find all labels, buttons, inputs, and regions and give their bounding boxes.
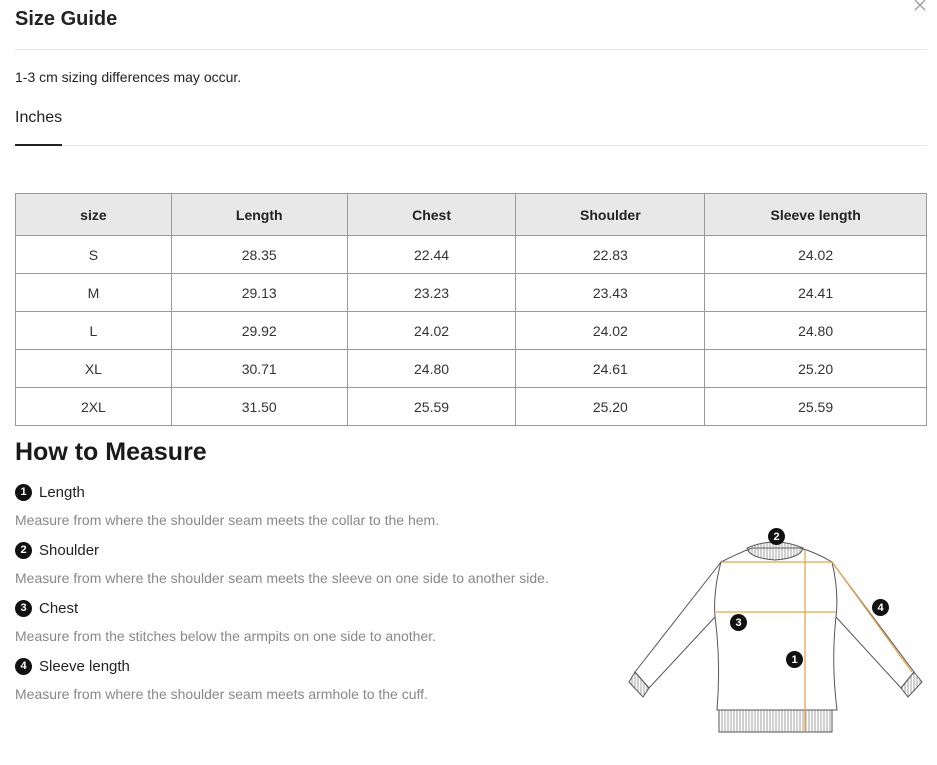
- step-number-badge: 4: [15, 658, 32, 675]
- table-cell: 25.59: [347, 388, 516, 426]
- table-cell: 24.02: [516, 312, 705, 350]
- table-cell: 24.80: [705, 312, 927, 350]
- step-description: Measure from where the shoulder seam meets armhole to the cuff.: [15, 686, 428, 702]
- marker-4-badge: 4: [872, 599, 889, 616]
- sizing-note: 1-3 cm sizing differences may occur.: [15, 69, 242, 85]
- unit-tabs: [15, 106, 927, 146]
- table-row: [16, 388, 927, 426]
- size-table: [15, 193, 927, 426]
- measure-step-chest: [15, 597, 615, 655]
- measure-step-shoulder: [15, 539, 615, 597]
- table-cell: 2XL: [16, 388, 172, 426]
- marker-2-badge: 2: [768, 528, 785, 545]
- table-cell: 29.13: [171, 274, 347, 312]
- table-cell: 22.83: [516, 236, 705, 274]
- table-cell: 28.35: [171, 236, 347, 274]
- table-cell: L: [16, 312, 172, 350]
- table-cell: 23.23: [347, 274, 516, 312]
- column-header: Chest: [347, 194, 516, 236]
- table-cell: 24.02: [705, 236, 927, 274]
- modal-title: Size Guide: [15, 8, 118, 30]
- step-label: Shoulder: [39, 541, 100, 559]
- table-cell: 23.43: [516, 274, 705, 312]
- column-header: Shoulder: [516, 194, 705, 236]
- sweater-measure-diagram: [625, 522, 930, 742]
- measure-steps: [15, 481, 615, 713]
- table-row: [16, 350, 927, 388]
- marker-3-badge: 3: [730, 614, 747, 631]
- table-header-row: [16, 194, 927, 236]
- close-icon[interactable]: [913, 0, 927, 12]
- tab-inches[interactable]: Inches: [15, 106, 62, 146]
- measure-step-sleeve: [15, 655, 615, 713]
- step-number-badge: 2: [15, 542, 32, 559]
- step-description: Measure from the stitches below the armpits on one side to another.: [15, 628, 437, 644]
- measure-step-length: [15, 481, 615, 539]
- step-number-badge: 1: [15, 484, 32, 501]
- column-header: Length: [171, 194, 347, 236]
- step-description: Measure from where the shoulder seam meets the collar to the hem.: [15, 512, 440, 528]
- table-cell: 25.59: [705, 388, 927, 426]
- table-cell: 24.61: [516, 350, 705, 388]
- table-cell: 31.50: [171, 388, 347, 426]
- table-cell: 22.44: [347, 236, 516, 274]
- table-cell: 25.20: [705, 350, 927, 388]
- table-cell: XL: [16, 350, 172, 388]
- table-row: [16, 274, 927, 312]
- table-cell: 24.80: [347, 350, 516, 388]
- step-description: Measure from where the shoulder seam meets the sleeve on one side to another side.: [15, 570, 549, 586]
- step-label: Sleeve length: [39, 657, 130, 675]
- table-cell: 29.92: [171, 312, 347, 350]
- table-cell: 24.02: [347, 312, 516, 350]
- modal-header: [15, 8, 927, 50]
- step-label: Length: [39, 483, 85, 501]
- column-header: Sleeve length: [705, 194, 927, 236]
- marker-1-badge: 1: [786, 651, 803, 668]
- table-row: [16, 312, 927, 350]
- column-header: size: [16, 194, 172, 236]
- table-cell: 24.41: [705, 274, 927, 312]
- table-cell: M: [16, 274, 172, 312]
- table-cell: S: [16, 236, 172, 274]
- step-label: Chest: [39, 599, 79, 617]
- how-to-measure-title: How to Measure: [15, 438, 207, 466]
- step-number-badge: 3: [15, 600, 32, 617]
- table-row: [16, 236, 927, 274]
- table-cell: 25.20: [516, 388, 705, 426]
- table-cell: 30.71: [171, 350, 347, 388]
